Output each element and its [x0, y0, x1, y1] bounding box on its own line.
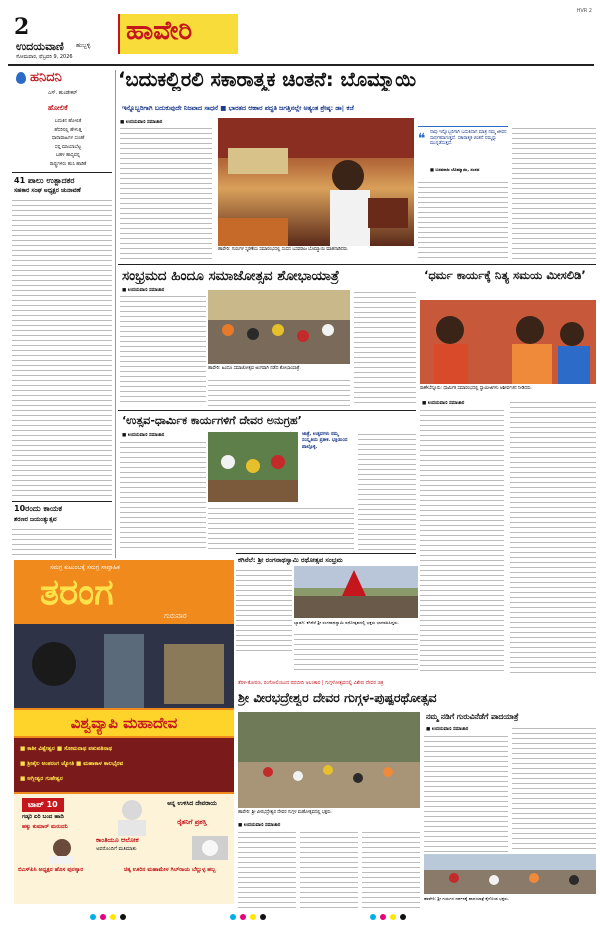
dateline: ■ ಉದಯವಾಣಿ ಸಮಾಚಾರ: [238, 823, 281, 828]
ad-right-head: ಅನ್ನ ಉಳಿಸಿದ ದೇವರಾಯ: [167, 800, 217, 807]
gugguli-caption: ಹಾವೇರಿ: ಶ್ರೀ ವೀರಭದ್ರೇಶ್ವರ ದೇವರ ಗುಗ್ಗಳ ಮಹೋತ್ಸವದಲ್ಲಿ ಭಕ್ತರು.: [238, 810, 333, 815]
lead-photo-caption: ಹಾವೇರಿ: ಗುರುಗಳ ಸ್ಮರಣೆಯ ಸಮಾರಂಭದಲ್ಲಿ ಸಂಸದ ಬಸವರಾಜ ಬೊಮ್ಮಾಯಿ ಮಾತನಾಡಿದರು.: [218, 247, 349, 252]
quote-name: ■ ಬಸವರಾಜ ಬೊಮ್ಮಾಯಿ, ಸಂಸದ: [430, 167, 480, 172]
pull-quote-text: ಜಾತ್ರೆ, ಉತ್ಸವಗಳು ನಮ್ಮ ಸಂಸ್ಕೃತಿಯ ಪ್ರತೀಕ. ಭಕ್ತಿಯಿಂದ ಪಾಲ್ಗೊಳ್ಳಿ.: [302, 432, 348, 450]
divider: [118, 410, 416, 411]
ad-title: ತರಂಗ: [40, 572, 114, 613]
reg-dot: [240, 914, 246, 920]
lead-body-col5: [512, 126, 596, 262]
kaginele-caption: ಬ್ಯಾಡಗಿ: ಕಗಿನೆಲೆ ಶ್ರೀ ರಂಗನಾಥಸ್ವಾಮಿ ರಥೋತ್ಸವದಲ್ಲಿ ಭಕ್ತರು ಭಾಗವಹಿಸಿದ್ದರು.: [294, 620, 399, 625]
procession-body-col2: [208, 378, 350, 406]
reg-dot: [110, 914, 116, 920]
registration-marks: [90, 914, 510, 922]
story-subhead: ಶರಣರ ಜಯಂತ್ಯುತ್ಸವ: [14, 516, 57, 523]
dharma-caption: ರಾಣೇಬೆನ್ನೂರು: ಧಾರ್ಮಿಕ ಸಮಾರಂಭದಲ್ಲಿ ಸ್ವಾಮೀಜಿಗಳು ಆಶೀರ್ವಚನ ನೀಡಿದರು.: [420, 386, 533, 391]
page-header: [6, 8, 596, 66]
paper-suffix: ಹುಬ್ಬಳ್ಳಿ: [76, 42, 91, 49]
dharma-photo: [420, 300, 596, 384]
paper-name: ಉದಯವಾಣಿ: [16, 40, 64, 53]
ad-bottom-left: ಬಿಎಸ್‌ಪಿಸಿ ಅಧ್ಯಕ್ಷರ ಹೊಸ ಪುರಸ್ಕಾರ: [18, 867, 84, 873]
dateline: ■ ಉದಯವಾಣಿ ಸಮಾಚಾರ: [122, 433, 165, 438]
chariot-scene: [294, 566, 418, 618]
ad-list-item: ■ ಶ್ರೀಶೈಲ ಅಂತರಂಗ ಜ್ಯೋತಿ ■ ಮಹಾಕಾಳ ಕಾಲಭೈರವ: [20, 761, 124, 767]
poem-line: ಧಾರಾವಾಹಿಗಳ ಸಂಚಿಕೆ: [51, 136, 85, 141]
kaginele-body-col1: [236, 568, 292, 654]
divider: [118, 264, 596, 265]
poem-line: ಬಹಳ ಹಾಸ್ಯವನ್ನ: [55, 153, 81, 158]
gugguli-headline: ಶ್ರೀ ವೀರಭದ್ರೇಶ್ವರ ದೇವರ ಗುಗ್ಗಳ-ಪುಷ್ಪರಥೋತ್ಸವ: [238, 690, 437, 705]
lead-body-col4: [418, 180, 508, 262]
ad-portrait-2: [114, 796, 150, 836]
reg-dot: [260, 914, 266, 920]
divider: [236, 553, 416, 554]
kaginele-body-col2: [294, 632, 418, 672]
taranga-ad[interactable]: [14, 560, 234, 904]
reg-dot: [250, 914, 256, 920]
ad-badge: ಟಾಪ್ 10: [22, 798, 64, 812]
ad-banner: ವಿಶ್ವವ್ಯಾಪಿ ಮಹಾದೇವ: [14, 710, 234, 736]
lead-subhead: ಇನ್ನೊಬ್ಬರಿಗಾಗಿ ಬದುಕುವುದೇ ನಿಜವಾದ ಸಾಧನೆ ■ ಭಾರತದ ಆಹಾರ ಪದ್ಧತಿ ಜಗತ್ತಿನಲ್ಲೇ ಅತ್ಯಂತ ಶ್ರೇಷ್ಠ: ಡಾ| ಕಜೆ: [122, 104, 354, 112]
column-rule: [115, 70, 116, 558]
reg-dot: [230, 914, 236, 920]
ceremony-scene: [420, 300, 596, 384]
utsava-body-col1: [120, 440, 206, 550]
procession-body-col1: [120, 294, 206, 406]
utsava-body-col2: [208, 506, 354, 550]
gugguli-kicker: ತೆರಳಿ-ತೋರಣ, ರಂಗೋಲಿಯಿಂದ ರಥಬೀದಿ ಅಲಂಕಾರ | ಗುಗ್ಗಳೋತ್ಸವದಲ್ಲಿ ವಿಶೇಷ ದೇವರ ಚಿತ್ರ: [238, 681, 384, 686]
ad-badge-sub2: ಹಕ್ಕು ಕುಮಾರ್ ಮರುದನಿ: [22, 824, 68, 830]
devotees-scene: [208, 432, 298, 502]
reg-dot: [390, 914, 396, 920]
dateline: ■ ಉದಯವಾಣಿ ಸಮಾಚಾರ: [422, 401, 465, 406]
padayatra-headline: ನಮ್ಮ ನಡಿಗೆ ಗುರುವಿನೆಡೆಗೆ ಪಾದಯಾತ್ರೆ: [426, 712, 519, 721]
shiva-scene: [14, 624, 234, 708]
ad-list-item: ■ ಕಾಶೀ ವಿಶ್ವೇಶ್ವರ ■ ಸೋಮನಾಥ ಪಶುಪತಿನಾಥ: [20, 746, 113, 752]
ad-badge-sub: ಗಡ್ಕರಿ ಏರಿ ಬಂದ ಹಾದಿ: [22, 814, 64, 820]
story-headline: 10ರಂದು ಕಾಯಕ: [14, 504, 62, 513]
ad-list-item: ■ ಅಗ್ನೀಶ್ವರ ಗುಹೇಶ್ವರ: [20, 776, 63, 782]
reg-dot: [120, 914, 126, 920]
utsava-headline: ‘ಉತ್ಸವ-ಧಾರ್ಮಿಕ ಕಾರ್ಯಗಳಿಗೆ ದೇವರ ಅನುಗ್ರಹ’: [122, 414, 302, 427]
poem-line: ಹೆಸರಿನಲ್ಲಿ ಹೇಳುತ್ತ: [54, 127, 82, 133]
pull-quote: [302, 432, 354, 502]
kaginele-headline: ಕಗಿನೆಲೆ: ಶ್ರೀ ರಂಗನಾಥಸ್ವಾಮಿ ರಥೋತ್ಸವ ಸಂಭ್ರಮ: [238, 556, 343, 564]
gugguli-photo: [238, 712, 420, 808]
ad-portrait: [44, 836, 80, 864]
ad-dog-photo: [192, 836, 228, 860]
poem-line: ಸಪ್ತ ಮಾಯಾಬೆಟ್ಟ: [54, 144, 82, 150]
ad-mid-head: ಕಾಂತಿಯೂ ಆಲೋಕ: [96, 836, 139, 844]
brand-logo: [16, 70, 108, 88]
reg-dot: [370, 914, 376, 920]
dharma-headline: ‘ಧರ್ಮ ಕಾರ್ಯಕ್ಕೆ ನಿತ್ಯ ಸಮಯ ಮೀಸಲಿಡಿ’: [424, 268, 586, 282]
ad-right-red: ರೈತನಿಗೆ ಪ್ರಶಸ್ತಿ: [177, 818, 207, 826]
left-column: [12, 70, 112, 560]
story-body: [12, 198, 112, 498]
padayatra-body-col2: [512, 726, 596, 852]
procession-headline: ಸಂಭ್ರಮದ ಹಿಂದೂ ಸಮಾಜೋತ್ಸವ ಶೋಭಾಯಾತ್ರೆ: [122, 268, 340, 284]
ad-temple-photo: [14, 624, 234, 708]
lead-photo: [218, 118, 414, 246]
quote-box: [418, 126, 508, 178]
utsava-photo: [208, 432, 298, 502]
procession-body-col3: [354, 290, 416, 406]
kaginele-photo: [294, 566, 418, 618]
padayatra-caption: ಹಾವೇರಿ: ಶ್ರೀ ಗುರುಗಳ ದರ್ಶನಕ್ಕೆ ಪಾದಯಾತ್ರೆ ಕೈಗೊಂಡ ಭಕ್ತರು.: [424, 896, 510, 901]
procession-caption: ಹಾವೇರಿ: ಹಿಂದೂ ಸಮಾಜೋತ್ಸವ ಅಂಗವಾಗಿ ನಡೆದ ಶೋಭಾಯಾತ್ರೆ.: [208, 366, 301, 371]
lead-headline: ‘ಬದುಕಲ್ಲಿರಲಿ ಸಕಾರಾತ್ಮಕ ಚಿಂತನೆ: ಬೊಮ್ಮಾಯಿ: [118, 68, 417, 91]
story-subhead: ಸಹಕಾರ ಸಂಘ ಅಧ್ಯಕ್ಷರ ಚುನಾವಣೆ: [14, 187, 81, 194]
dateline: ■ ಉದಯವಾಣಿ ಸಮಾಚಾರ: [122, 288, 165, 293]
dharma-body-col2: [510, 400, 596, 674]
quote-text: ನಾವು ಇನ್ನೊಬ್ಬರಿಗಾಗಿ ಬದುಕಿದಾಗ ಮಾತ್ರ ನಮ್ಮ ಜೀವನ ಸಾರ್ಥಕವಾಗುತ್ತದೆ. ಸಕಾರಾತ್ಮಕ ಚಿಂತನೆ ನಮ್ಮನ್ನು ಮುನ್ನಡೆಸುತ್ತದೆ.: [430, 130, 507, 147]
poem-line: ಬದುಕಿನ ಹೋಲಿಕೆ: [54, 119, 82, 124]
crowd-scene: [208, 290, 350, 364]
utsava-body-col3: [358, 432, 416, 550]
quote-icon: ❝: [418, 131, 426, 147]
header-rule: [8, 64, 594, 66]
dateline: ■ ಉದಯವಾಣಿ ಸಮಾಚಾರ: [120, 120, 163, 125]
story-headline: 41 ಪಾಲು ಉತ್ಪಾದಕರ: [14, 176, 75, 185]
ad-day: ಗುರುವಾರ: [164, 612, 187, 620]
stage-scene: [218, 118, 414, 246]
gugguli-body-col1: [238, 830, 296, 908]
date-line: ಸೋಮವಾರ, ಫೆಬ್ರವರಿ 9, 2026: [16, 54, 73, 60]
walkers-scene: [424, 854, 596, 894]
gugguli-body-col2: [300, 830, 358, 908]
edition-tag: HVR 2: [576, 8, 592, 14]
poem-lines: [26, 118, 110, 169]
reg-dot: [380, 914, 386, 920]
ad-top-line: ಸಮಗ್ರ ಕುಟುಂಬಕ್ಕೆ ಸಮಗ್ರ ಸಾಪ್ತಾಹಿಕ: [50, 564, 120, 571]
drop-icon: [16, 72, 26, 84]
temple-crowd-scene: [238, 712, 420, 808]
padayatra-body-col1: [424, 734, 508, 852]
brand-name: ಹನಿದನಿ: [30, 70, 62, 85]
story-body: [12, 527, 112, 557]
poem-title: ಹೋಲಿಕೆ: [48, 104, 68, 112]
procession-photo: [208, 290, 350, 364]
section-title: ಹಾವೇರಿ: [126, 16, 193, 46]
ad-list: [14, 738, 234, 792]
dateline: ■ ಉದಯವಾಣಿ ಸಮಾಚಾರ: [426, 727, 469, 732]
gugguli-body-col3: [362, 830, 420, 908]
lead-body-col1: [120, 126, 212, 262]
ad-mid-sub: ಅವರೊಂದಿಗೆ ಮತಿಮಾತು: [96, 846, 137, 852]
reg-dot: [100, 914, 106, 920]
divider: [12, 172, 112, 173]
poem-line: ರಾಷ್ಟ್ರಗಳಿರು ಹುಸಿ ಹಾಡಿಕೆ: [49, 161, 87, 167]
page-number: 2: [14, 14, 30, 40]
ad-bottom-right: ಚಿಕ್ಕ ಊರಿನ ಮಹಾಮೇಳ ಗಿಲ್‌ರಾಯ ಬೆಲ್ಲುಳ್ಳ ಹಬ್ಬ: [124, 867, 216, 873]
padayatra-photo: [424, 854, 596, 894]
brand-sub: ಎಸ್. ಹುಂಡೇಕರ್: [48, 90, 78, 96]
divider: [12, 501, 112, 502]
reg-dot: [90, 914, 96, 920]
dharma-body-col1: [420, 408, 504, 674]
reg-dot: [400, 914, 406, 920]
